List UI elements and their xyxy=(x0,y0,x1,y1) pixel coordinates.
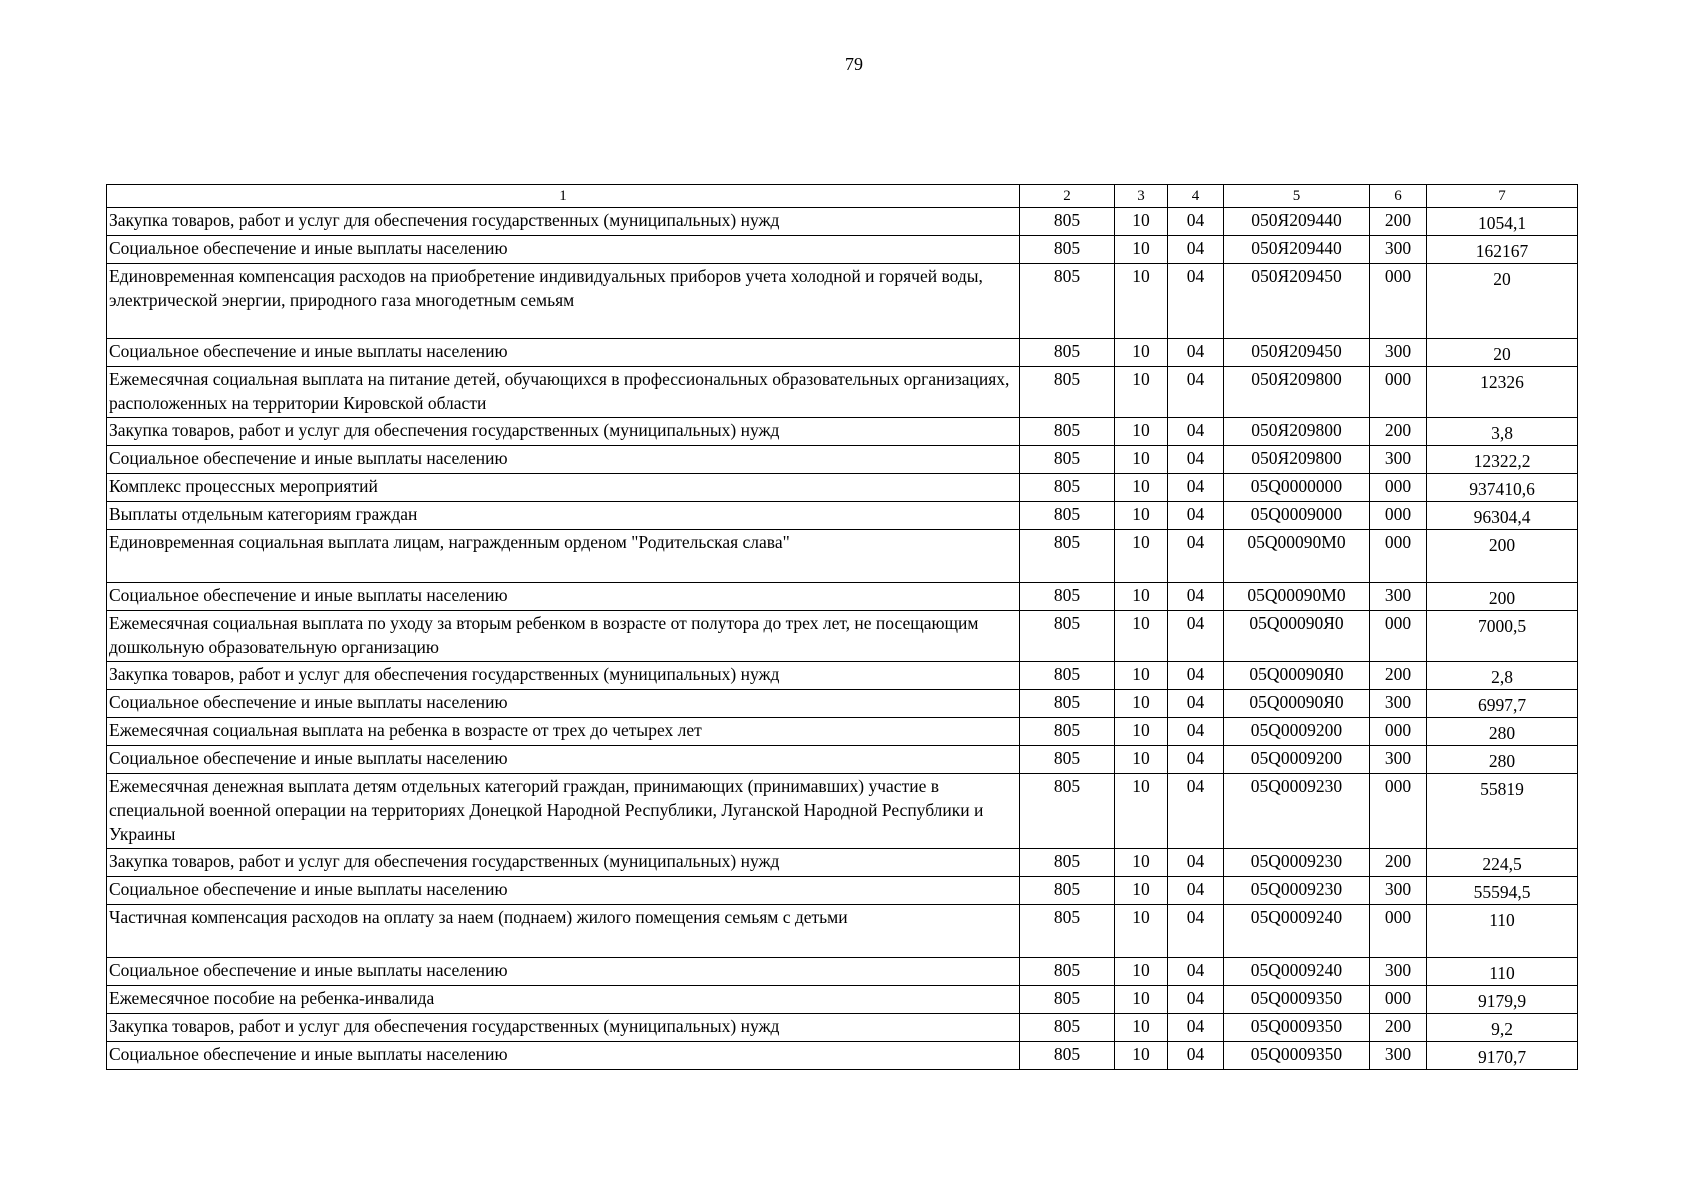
table-body xyxy=(107,208,1578,1070)
gr-code: 805 xyxy=(1020,530,1115,583)
gr-code: 805 xyxy=(1020,583,1115,611)
target-item-code: 05Q0009200 xyxy=(1224,746,1370,774)
table-row xyxy=(107,1014,1578,1042)
row-description: Закупка товаров, работ и услуг для обеспечения государственных (муниципальных) нужд xyxy=(107,418,1020,446)
target-item-code: 050Я209440 xyxy=(1224,208,1370,236)
gr-code: 805 xyxy=(1020,746,1115,774)
section-code: 10 xyxy=(1115,446,1168,474)
row-description: Закупка товаров, работ и услуг для обеспечения государственных (муниципальных) нужд xyxy=(107,849,1020,877)
subsection-code: 04 xyxy=(1168,208,1224,236)
table-row xyxy=(107,958,1578,986)
gr-code: 805 xyxy=(1020,1014,1115,1042)
row-description: Ежемесячное пособие на ребенка-инвалида xyxy=(107,986,1020,1014)
table-row xyxy=(107,718,1578,746)
table-row xyxy=(107,474,1578,502)
row-description: Закупка товаров, работ и услуг для обеспечения государственных (муниципальных) нужд xyxy=(107,208,1020,236)
target-item-code: 05Q0009240 xyxy=(1224,905,1370,958)
expense-type-code: 200 xyxy=(1370,662,1427,690)
table-row xyxy=(107,367,1578,418)
expense-type-code: 000 xyxy=(1370,905,1427,958)
amount: 110 xyxy=(1427,905,1578,958)
column-header: 3 xyxy=(1115,185,1168,208)
subsection-code: 04 xyxy=(1168,502,1224,530)
expense-type-code: 200 xyxy=(1370,418,1427,446)
amount: 96304,4 xyxy=(1427,502,1578,530)
section-code: 10 xyxy=(1115,502,1168,530)
subsection-code: 04 xyxy=(1168,986,1224,1014)
row-description: Единовременная компенсация расходов на приобретение индивидуальных приборов учета холодной и горячей воды, электрической энергии, природного газа многодетным семьям xyxy=(107,264,1020,339)
subsection-code: 04 xyxy=(1168,583,1224,611)
table-row xyxy=(107,208,1578,236)
amount: 9179,9 xyxy=(1427,986,1578,1014)
column-header: 4 xyxy=(1168,185,1224,208)
section-code: 10 xyxy=(1115,718,1168,746)
amount: 224,5 xyxy=(1427,849,1578,877)
section-code: 10 xyxy=(1115,367,1168,418)
gr-code: 805 xyxy=(1020,502,1115,530)
expense-type-code: 000 xyxy=(1370,774,1427,849)
section-code: 10 xyxy=(1115,986,1168,1014)
gr-code: 805 xyxy=(1020,905,1115,958)
subsection-code: 04 xyxy=(1168,1042,1224,1070)
amount: 20 xyxy=(1427,339,1578,367)
row-description: Социальное обеспечение и иные выплаты населению xyxy=(107,877,1020,905)
row-description: Выплаты отдельным категориям граждан xyxy=(107,502,1020,530)
target-item-code: 05Q0009200 xyxy=(1224,718,1370,746)
table-row xyxy=(107,849,1578,877)
row-description: Ежемесячная денежная выплата детям отдельных категорий граждан, принимающих (принимавших) участие в специальной военной операции на территориях Донецкой Народной Республики, Луганской Народной Республики и Украины xyxy=(107,774,1020,849)
row-description: Социальное обеспечение и иные выплаты населению xyxy=(107,236,1020,264)
gr-code: 805 xyxy=(1020,1042,1115,1070)
section-code: 10 xyxy=(1115,530,1168,583)
table-row xyxy=(107,236,1578,264)
expense-type-code: 200 xyxy=(1370,849,1427,877)
gr-code: 805 xyxy=(1020,958,1115,986)
target-item-code: 05Q0009350 xyxy=(1224,986,1370,1014)
table-row xyxy=(107,530,1578,583)
subsection-code: 04 xyxy=(1168,611,1224,662)
target-item-code: 050Я209450 xyxy=(1224,339,1370,367)
section-code: 10 xyxy=(1115,339,1168,367)
section-code: 10 xyxy=(1115,474,1168,502)
gr-code: 805 xyxy=(1020,264,1115,339)
column-header: 5 xyxy=(1224,185,1370,208)
gr-code: 805 xyxy=(1020,339,1115,367)
amount: 7000,5 xyxy=(1427,611,1578,662)
row-description: Закупка товаров, работ и услуг для обеспечения государственных (муниципальных) нужд xyxy=(107,1014,1020,1042)
subsection-code: 04 xyxy=(1168,339,1224,367)
target-item-code: 050Я209450 xyxy=(1224,264,1370,339)
section-code: 10 xyxy=(1115,690,1168,718)
row-description: Ежемесячная социальная выплата по уходу за вторым ребенком в возрасте от полутора до трех лет, не посещающим дошкольную образовательную организацию xyxy=(107,611,1020,662)
row-description: Социальное обеспечение и иные выплаты населению xyxy=(107,339,1020,367)
amount: 937410,6 xyxy=(1427,474,1578,502)
column-header: 1 xyxy=(107,185,1020,208)
amount: 9170,7 xyxy=(1427,1042,1578,1070)
expense-type-code: 000 xyxy=(1370,502,1427,530)
target-item-code: 050Я209800 xyxy=(1224,418,1370,446)
table-row xyxy=(107,264,1578,339)
row-description: Социальное обеспечение и иные выплаты населению xyxy=(107,746,1020,774)
gr-code: 805 xyxy=(1020,474,1115,502)
amount: 3,8 xyxy=(1427,418,1578,446)
expense-type-code: 300 xyxy=(1370,746,1427,774)
row-description: Социальное обеспечение и иные выплаты населению xyxy=(107,446,1020,474)
section-code: 10 xyxy=(1115,583,1168,611)
expense-type-code: 300 xyxy=(1370,877,1427,905)
gr-code: 805 xyxy=(1020,418,1115,446)
gr-code: 805 xyxy=(1020,446,1115,474)
subsection-code: 04 xyxy=(1168,367,1224,418)
gr-code: 805 xyxy=(1020,662,1115,690)
table-row xyxy=(107,774,1578,849)
table-row xyxy=(107,502,1578,530)
target-item-code: 05Q00090M0 xyxy=(1224,530,1370,583)
amount: 12326 xyxy=(1427,367,1578,418)
section-code: 10 xyxy=(1115,877,1168,905)
row-description: Частичная компенсация расходов на оплату за наем (поднаем) жилого помещения семьям с детьми xyxy=(107,905,1020,958)
gr-code: 805 xyxy=(1020,611,1115,662)
target-item-code: 05Q0009350 xyxy=(1224,1042,1370,1070)
expense-type-code: 000 xyxy=(1370,367,1427,418)
row-description: Комплекс процессных мероприятий xyxy=(107,474,1020,502)
amount: 55594,5 xyxy=(1427,877,1578,905)
target-item-code: 050Я209800 xyxy=(1224,446,1370,474)
gr-code: 805 xyxy=(1020,774,1115,849)
subsection-code: 04 xyxy=(1168,418,1224,446)
section-code: 10 xyxy=(1115,905,1168,958)
amount: 12322,2 xyxy=(1427,446,1578,474)
table-row xyxy=(107,986,1578,1014)
target-item-code: 05Q0009350 xyxy=(1224,1014,1370,1042)
table-row xyxy=(107,746,1578,774)
target-item-code: 05Q0009230 xyxy=(1224,774,1370,849)
expense-type-code: 200 xyxy=(1370,208,1427,236)
row-description: Социальное обеспечение и иные выплаты населению xyxy=(107,958,1020,986)
subsection-code: 04 xyxy=(1168,877,1224,905)
expense-type-code: 000 xyxy=(1370,530,1427,583)
column-header: 2 xyxy=(1020,185,1115,208)
expense-type-code: 000 xyxy=(1370,986,1427,1014)
budget-table xyxy=(106,184,1578,1070)
section-code: 10 xyxy=(1115,849,1168,877)
amount: 110 xyxy=(1427,958,1578,986)
amount: 1054,1 xyxy=(1427,208,1578,236)
target-item-code: 05Q0000000 xyxy=(1224,474,1370,502)
header-row xyxy=(107,185,1578,208)
amount: 55819 xyxy=(1427,774,1578,849)
row-description: Социальное обеспечение и иные выплаты населению xyxy=(107,583,1020,611)
row-description: Социальное обеспечение и иные выплаты населению xyxy=(107,690,1020,718)
target-item-code: 05Q00090Я0 xyxy=(1224,690,1370,718)
expense-type-code: 000 xyxy=(1370,264,1427,339)
target-item-code: 05Q00090Я0 xyxy=(1224,662,1370,690)
table-row xyxy=(107,1042,1578,1070)
row-description: Ежемесячная социальная выплата на ребенка в возрасте от трех до четырех лет xyxy=(107,718,1020,746)
table-row xyxy=(107,905,1578,958)
amount: 20 xyxy=(1427,264,1578,339)
table-row xyxy=(107,446,1578,474)
target-item-code: 05Q00090M0 xyxy=(1224,583,1370,611)
subsection-code: 04 xyxy=(1168,746,1224,774)
target-item-code: 05Q0009230 xyxy=(1224,849,1370,877)
column-header: 6 xyxy=(1370,185,1427,208)
table-row xyxy=(107,662,1578,690)
subsection-code: 04 xyxy=(1168,446,1224,474)
subsection-code: 04 xyxy=(1168,1014,1224,1042)
gr-code: 805 xyxy=(1020,367,1115,418)
gr-code: 805 xyxy=(1020,236,1115,264)
column-header: 7 xyxy=(1427,185,1578,208)
section-code: 10 xyxy=(1115,774,1168,849)
page-number: 79 xyxy=(845,54,863,74)
gr-code: 805 xyxy=(1020,690,1115,718)
section-code: 10 xyxy=(1115,746,1168,774)
section-code: 10 xyxy=(1115,208,1168,236)
amount: 9,2 xyxy=(1427,1014,1578,1042)
amount: 280 xyxy=(1427,746,1578,774)
table-row xyxy=(107,877,1578,905)
target-item-code: 05Q00090Я0 xyxy=(1224,611,1370,662)
expense-type-code: 300 xyxy=(1370,339,1427,367)
gr-code: 805 xyxy=(1020,718,1115,746)
subsection-code: 04 xyxy=(1168,690,1224,718)
table-row xyxy=(107,611,1578,662)
subsection-code: 04 xyxy=(1168,905,1224,958)
subsection-code: 04 xyxy=(1168,718,1224,746)
section-code: 10 xyxy=(1115,236,1168,264)
expense-type-code: 300 xyxy=(1370,690,1427,718)
table-row xyxy=(107,690,1578,718)
amount: 162167 xyxy=(1427,236,1578,264)
subsection-code: 04 xyxy=(1168,774,1224,849)
gr-code: 805 xyxy=(1020,877,1115,905)
expense-type-code: 000 xyxy=(1370,611,1427,662)
amount: 200 xyxy=(1427,583,1578,611)
row-description: Закупка товаров, работ и услуг для обеспечения государственных (муниципальных) нужд xyxy=(107,662,1020,690)
section-code: 10 xyxy=(1115,1042,1168,1070)
section-code: 10 xyxy=(1115,1014,1168,1042)
section-code: 10 xyxy=(1115,264,1168,339)
expense-type-code: 200 xyxy=(1370,1014,1427,1042)
section-code: 10 xyxy=(1115,958,1168,986)
row-description: Ежемесячная социальная выплата на питание детей, обучающихся в профессиональных образовательных организациях, расположенных на территории Кировской области xyxy=(107,367,1020,418)
subsection-code: 04 xyxy=(1168,474,1224,502)
target-item-code: 050Я209800 xyxy=(1224,367,1370,418)
subsection-code: 04 xyxy=(1168,236,1224,264)
target-item-code: 050Я209440 xyxy=(1224,236,1370,264)
subsection-code: 04 xyxy=(1168,530,1224,583)
row-description: Социальное обеспечение и иные выплаты населению xyxy=(107,1042,1020,1070)
section-code: 10 xyxy=(1115,662,1168,690)
amount: 6997,7 xyxy=(1427,690,1578,718)
target-item-code: 05Q0009240 xyxy=(1224,958,1370,986)
expense-type-code: 300 xyxy=(1370,446,1427,474)
amount: 280 xyxy=(1427,718,1578,746)
expense-type-code: 000 xyxy=(1370,718,1427,746)
target-item-code: 05Q0009000 xyxy=(1224,502,1370,530)
gr-code: 805 xyxy=(1020,986,1115,1014)
expense-type-code: 000 xyxy=(1370,474,1427,502)
subsection-code: 04 xyxy=(1168,958,1224,986)
gr-code: 805 xyxy=(1020,849,1115,877)
gr-code: 805 xyxy=(1020,208,1115,236)
subsection-code: 04 xyxy=(1168,662,1224,690)
expense-type-code: 300 xyxy=(1370,1042,1427,1070)
table-row xyxy=(107,418,1578,446)
subsection-code: 04 xyxy=(1168,849,1224,877)
amount: 200 xyxy=(1427,530,1578,583)
expense-type-code: 300 xyxy=(1370,583,1427,611)
expense-type-code: 300 xyxy=(1370,958,1427,986)
row-description: Единовременная социальная выплата лицам, награжденным орденом "Родительская слава" xyxy=(107,530,1020,583)
section-code: 10 xyxy=(1115,611,1168,662)
expense-type-code: 300 xyxy=(1370,236,1427,264)
target-item-code: 05Q0009230 xyxy=(1224,877,1370,905)
table-row xyxy=(107,339,1578,367)
amount: 2,8 xyxy=(1427,662,1578,690)
subsection-code: 04 xyxy=(1168,264,1224,339)
section-code: 10 xyxy=(1115,418,1168,446)
table-row xyxy=(107,583,1578,611)
